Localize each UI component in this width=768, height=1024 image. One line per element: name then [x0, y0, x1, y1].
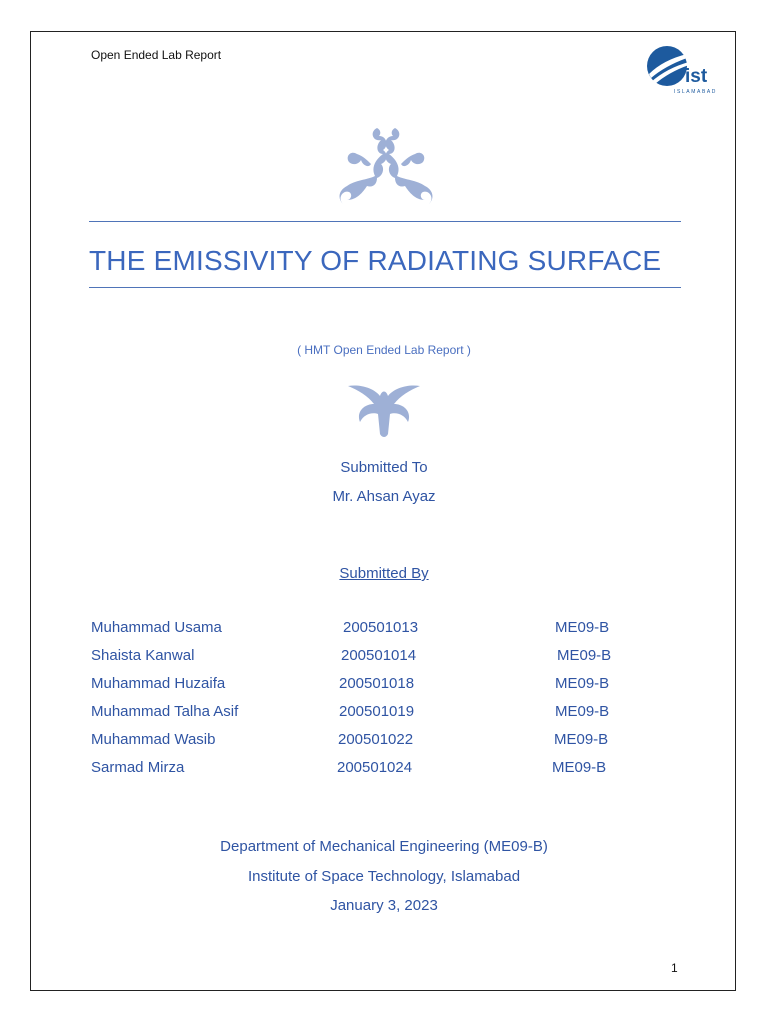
member-name: Muhammad Huzaifa	[91, 675, 226, 692]
member-id: 200501024	[337, 759, 413, 776]
member-name: Shaista Kanwal	[91, 647, 195, 664]
submitted-to-name: Mr. Ahsan Ayaz	[332, 488, 436, 505]
member-section: ME09-B	[555, 619, 610, 636]
member-section: ME09-B	[557, 647, 612, 664]
member-row	[31, 731, 737, 755]
member-section: ME09-B	[555, 703, 610, 720]
member-row	[31, 647, 737, 671]
member-id: 200501022	[338, 731, 414, 748]
member-section: ME09-B	[552, 759, 607, 776]
member-row	[31, 759, 737, 783]
member-row	[31, 619, 737, 643]
member-name: Sarmad Mirza	[91, 759, 185, 776]
member-id: 200501013	[343, 619, 419, 636]
floral-ornament-icon	[311, 124, 461, 210]
member-id: 200501014	[341, 647, 417, 664]
date-line: January 3, 2023	[330, 897, 438, 914]
page-title: THE EMISSIVITY OF RADIATING SURFACE	[89, 245, 662, 276]
submitted-to-label: Submitted To	[340, 459, 428, 476]
member-name: Muhammad Talha Asif	[91, 703, 239, 720]
logo-text: ist	[685, 66, 708, 87]
member-name: Muhammad Wasib	[91, 731, 216, 748]
document-page	[30, 31, 736, 991]
member-id: 200501018	[339, 675, 415, 692]
title-rule-bottom	[89, 287, 681, 288]
institute-line: Institute of Space Technology, Islamabad	[247, 868, 521, 885]
member-section: ME09-B	[554, 731, 609, 748]
running-header: Open Ended Lab Report	[91, 48, 222, 62]
submitted-by-label: Submitted By	[339, 565, 429, 582]
member-row	[31, 675, 737, 699]
member-id: 200501019	[339, 703, 415, 720]
subtitle: ( HMT Open Ended Lab Report )	[297, 343, 471, 357]
logo-subtext: ISLAMABAD	[674, 89, 718, 95]
department-line: Department of Mechanical Engineering (ME09-B)	[220, 838, 548, 855]
logo-swoosh-icon	[647, 46, 689, 86]
page-number: 1	[671, 961, 678, 975]
member-section: ME09-B	[555, 675, 610, 692]
member-row	[31, 703, 737, 727]
leaf-ornament-icon	[346, 382, 422, 438]
member-name: Muhammad Usama	[91, 619, 222, 636]
title-rule-top	[89, 221, 681, 222]
ist-logo	[643, 38, 723, 98]
